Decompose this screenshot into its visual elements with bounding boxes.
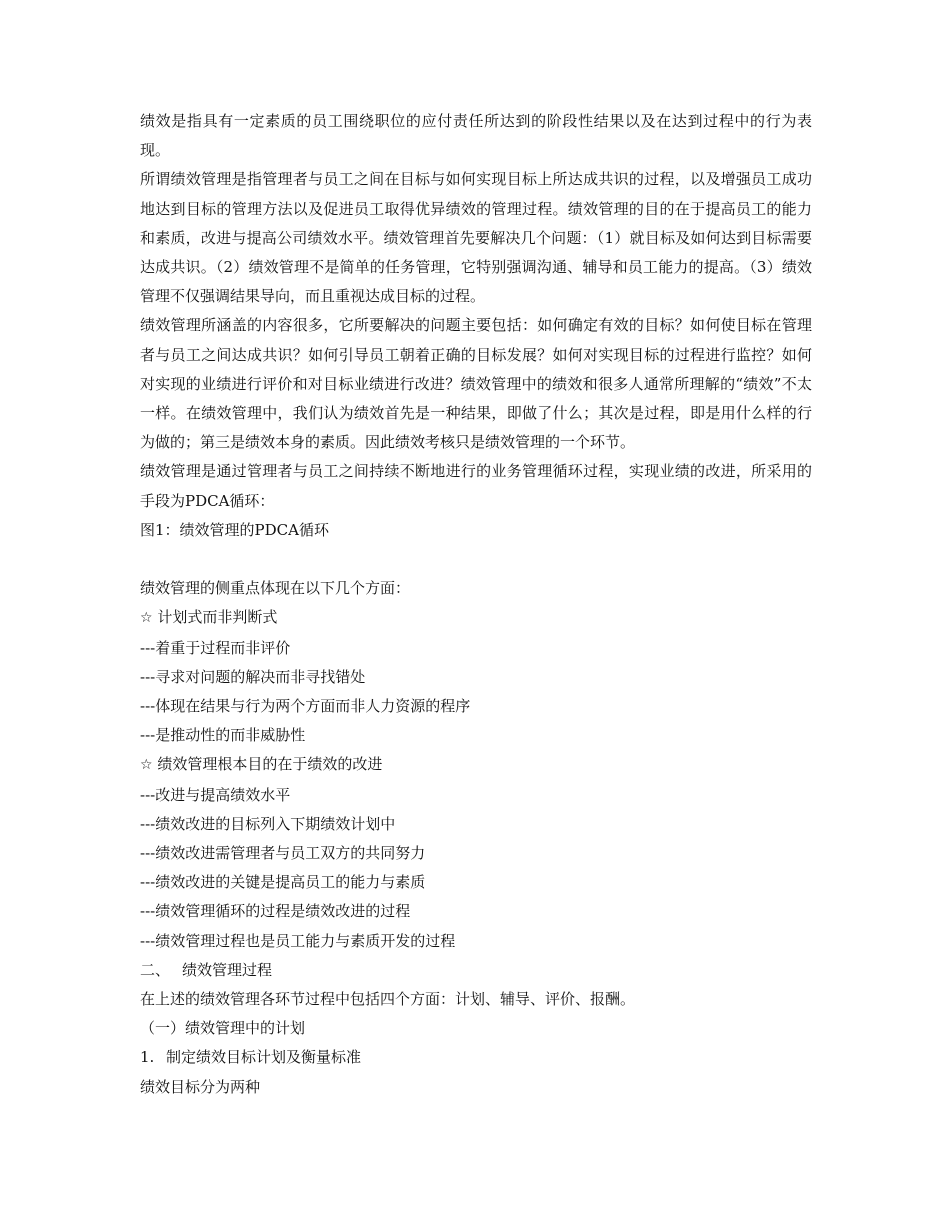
list-item: ---体现在结果与行为两个方面而非人力资源的程序 xyxy=(140,697,471,716)
item-title: 制定绩效目标计划及衡量标准 xyxy=(166,1048,362,1067)
subsection-heading-1: （一）绩效管理中的计划 xyxy=(140,1019,306,1038)
document-body xyxy=(140,107,812,1102)
star-icon: ☆ xyxy=(140,610,153,627)
list-item: ---绩效改进的关键是提高员工的能力与素质 xyxy=(140,873,426,892)
focus-intro: 绩效管理的侧重点体现在以下几个方面： xyxy=(140,579,411,598)
section-number: 二、 xyxy=(140,960,171,979)
item-heading-1 xyxy=(140,1043,812,1072)
star-icon: ☆ xyxy=(140,757,153,774)
section-title: 绩效管理过程 xyxy=(182,960,273,979)
section-heading-2 xyxy=(140,956,812,985)
list-item: ---是推动性的而非威胁性 xyxy=(140,726,306,745)
list-item: ---绩效管理循环的过程是绩效改进的过程 xyxy=(140,902,411,921)
section2-intro: 在上述的绩效管理各环节过程中包括四个方面：计划、辅导、评价、报酬。 xyxy=(140,990,636,1009)
list-item: ---寻求对问题的解决而非寻找错处 xyxy=(140,667,366,686)
figure-caption: 图1：绩效管理的PDCA循环 xyxy=(140,520,329,539)
list-item: ---绩效改进的目标列入下期绩效计划中 xyxy=(140,814,396,833)
last-line: 绩效目标分为两种 xyxy=(140,1077,261,1096)
paragraph-pdca: 绩效管理是通过管理者与员工之间持续不断地进行的业务管理循环过程，实现业绩的改进，所采用的手段为PDCA循环： xyxy=(140,462,812,510)
group-heading-label: 计划式而非判断式 xyxy=(157,608,278,627)
list-item: ---着重于过程而非评价 xyxy=(140,638,291,657)
group-heading-planning xyxy=(140,603,812,633)
list-item: ---改进与提高绩效水平 xyxy=(140,785,291,804)
group-heading-label: 绩效管理根本目的在于绩效的改进 xyxy=(157,755,383,774)
group-heading-improvement xyxy=(140,750,812,780)
paragraph-management-definition: 所谓绩效管理是指管理者与员工之间在目标与如何实现目标上所达成共识的过程，以及增强员工成功地达到目标的管理方法以及促进员工取得优异绩效的管理过程。绩效管理的目的在于提高员工的能力和素质，改进与提高公司绩效水平。绩效管理首先要解决几个问题：（1）就目标及如何达到目标需要达成共识。（2）绩效管理不是简单的任务管理，它特别强调沟通、辅导和员工能力的提高。（3）绩效管理不仅强调结果导向，而且重视达成目标的过程。 xyxy=(140,170,812,306)
item-number: 1. xyxy=(140,1048,155,1067)
paragraph-scope: 绩效管理所涵盖的内容很多，它所要解决的问题主要包括：如何确定有效的目标？如何使目标在管理者与员工之间达成共识？如何引导员工朝着正确的目标发展？如何对实现目标的过程进行监控？如何对实现的业绩进行评价和对目标业绩进行改进？绩效管理中的绩效和很多人通常所理解的“绩效”不太一样。在绩效管理中，我们认为绩效首先是一种结果，即做了什么；其次是过程，即是用什么样的行为做的；第三是绩效本身的素质。因此绩效考核只是绩效管理的一个环节。 xyxy=(140,316,812,452)
list-item: ---绩效改进需管理者与员工双方的共同努力 xyxy=(140,844,426,863)
figure-placeholder xyxy=(140,545,812,574)
list-item: ---绩效管理过程也是员工能力与素质开发的过程 xyxy=(140,931,456,950)
paragraph-definition: 绩效是指具有一定素质的员工围绕职位的应付责任所达到的阶段性结果以及在达到过程中的行为表现。 xyxy=(140,112,812,160)
